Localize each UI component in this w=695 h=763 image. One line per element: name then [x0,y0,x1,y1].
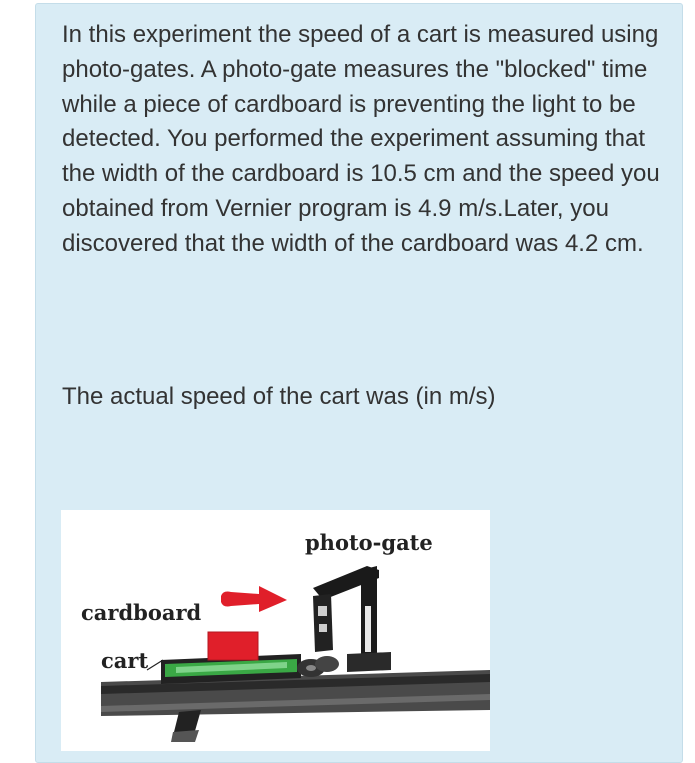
experiment-diagram [61,510,490,751]
label-cardboard: cardboard [81,600,202,625]
label-photogate: photo-gate [305,530,433,555]
photogate-sensor [313,594,333,652]
photogate-base [347,652,391,672]
question-text: In this experiment the speed of a cart is measured using photo-gates. A photo-gate measures the "blocked" time while a piece of cardboard is preventing the light to be detected. You performed the experiment assuming that the width of the cardboard is 10.5 cm and the speed you obtained from Vernier program is 4.9 m/s.Later, you discovered that the width of the cardboard was 4.2 cm. [62,21,660,257]
question-prompt: The actual speed of the cart was (in m/s) [62,383,496,410]
label-cart: cart [101,648,149,673]
cardboard-piece [208,632,258,660]
experiment-figure [61,510,490,751]
direction-arrow [221,586,287,612]
